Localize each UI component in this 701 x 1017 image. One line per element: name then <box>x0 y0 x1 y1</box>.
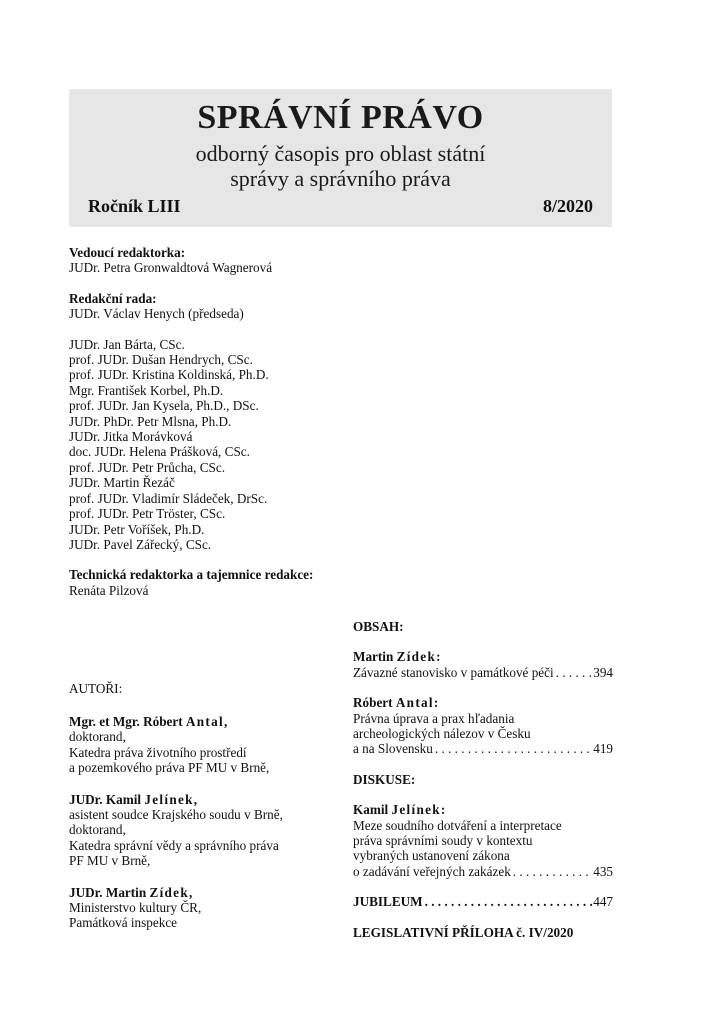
jubileum-page: 447 <box>593 894 613 910</box>
toc-title: a na Slovensku <box>353 741 433 757</box>
board-member-list <box>69 337 344 553</box>
toc-title-line <box>353 665 613 680</box>
toc-title-line <box>353 741 613 756</box>
author-entry <box>69 792 344 869</box>
board-member: prof. JUDr. Vladimír Sládeček, DrSc. <box>69 490 268 506</box>
technical-editor-name: Renáta Pilzová <box>69 582 149 598</box>
chief-editor-name: JUDr. Petra Gronwaldtová Wagnerová <box>69 260 273 276</box>
dot-leader <box>511 864 593 879</box>
board-label: Redakční rada: <box>69 290 157 306</box>
author-detail: doktorand, <box>69 822 126 838</box>
board-member: JUDr. Petr Voříšek, Ph.D. <box>69 521 205 537</box>
toc-article <box>353 649 613 680</box>
author-name: JUDr. Martin Zídek, <box>69 884 193 900</box>
toc-title: vybraných ustanovení zákona <box>353 848 510 864</box>
toc-title: práva správními soudy v kontextu <box>353 833 533 849</box>
legislative-supplement: LEGISLATIVNÍ PŘÍLOHA č. IV/2020 <box>353 924 574 940</box>
author-detail: Katedra správní vědy a správního práva <box>69 837 279 853</box>
table-of-contents <box>353 619 613 940</box>
contents-heading: OBSAH: <box>353 619 404 634</box>
author-detail: PF MU v Brně, <box>69 853 151 869</box>
author-detail: doktorand, <box>69 729 126 745</box>
board-member: prof. JUDr. Petr Tröster, CSc. <box>69 506 226 522</box>
board-member: JUDr. PhDr. Petr Mlsna, Ph.D. <box>69 413 232 429</box>
board-member: Mgr. František Korbel, Ph.D. <box>69 382 224 398</box>
board-member: JUDr. Jitka Morávková <box>69 429 193 445</box>
toc-title-line <box>353 864 613 879</box>
journal-subtitle-line-1: odborný časopis pro oblast státní <box>195 141 486 166</box>
board-chair: JUDr. Václav Henych (předseda) <box>69 306 244 322</box>
toc-article <box>353 802 613 879</box>
dot-leader <box>423 894 594 909</box>
dot-leader <box>554 665 594 680</box>
toc-author: Martin Zídek: <box>353 649 442 665</box>
board-member: JUDr. Jan Bárta, CSc. <box>69 336 185 352</box>
toc-title: Právna úprava a prax hľadania <box>353 710 515 726</box>
toc-page: 419 <box>593 741 613 757</box>
board-member: doc. JUDr. Helena Prášková, CSc. <box>69 444 250 460</box>
authors-list <box>69 714 344 931</box>
technical-editor-label: Technická redaktorka a tajemnice redakce: <box>69 567 314 583</box>
discussion-heading: DISKUSE: <box>353 771 416 787</box>
author-detail: a pozemkového práva PF MU v Brně, <box>69 760 270 776</box>
toc-title: Závazné stanovisko v památkové péči <box>353 664 554 680</box>
toc-title: archeologických nálezov v Česku <box>353 726 531 742</box>
board-member: prof. JUDr. Petr Průcha, CSc. <box>69 459 226 475</box>
toc-page: 435 <box>593 863 613 879</box>
toc-title: o zadávání veřejných zakázek <box>353 863 511 879</box>
author-detail: Památková inspekce <box>69 915 178 931</box>
jubileum-label: JUBILEUM <box>353 894 423 910</box>
toc-author: Kamil Jelínek: <box>353 802 447 818</box>
toc-title: Meze soudního dotváření a interpretace <box>353 817 562 833</box>
masthead <box>69 89 612 227</box>
journal-subtitle-line-2: správy a správního práva <box>230 166 451 191</box>
board-member: prof. JUDr. Dušan Hendrych, CSc. <box>69 352 253 368</box>
authors-heading: AUTOŘI: <box>69 681 123 696</box>
toc-article <box>353 695 613 757</box>
author-name: JUDr. Kamil Jelínek, <box>69 791 198 807</box>
author-name: Mgr. et Mgr. Róbert Antal, <box>69 714 228 729</box>
toc-page: 394 <box>593 664 613 680</box>
chief-editor-label: Vedoucí redaktorka: <box>69 245 186 260</box>
author-detail: Ministerstvo kultury ČR, <box>69 900 202 916</box>
board-member: prof. JUDr. Jan Kysela, Ph.D., DSc. <box>69 398 259 414</box>
volume-label: Ročník LIII <box>88 196 181 216</box>
board-member: prof. JUDr. Kristina Koldinská, Ph.D. <box>69 367 269 383</box>
author-detail: asistent soudce Krajského soudu v Brně, <box>69 807 283 823</box>
author-entry <box>69 885 344 931</box>
board-member: JUDr. Pavel Zářecký, CSc. <box>69 536 212 552</box>
journal-title: SPRÁVNÍ PRÁVO <box>197 99 484 136</box>
dot-leader <box>433 741 593 756</box>
toc-author: Róbert Antal: <box>353 695 440 711</box>
board-member: JUDr. Martin Řezáč <box>69 475 175 491</box>
jubileum-line <box>353 894 613 909</box>
issue-number: 8/2020 <box>542 196 593 216</box>
author-entry <box>69 714 344 776</box>
author-detail: Katedra práva životního prostředí <box>69 744 247 760</box>
editorial-board <box>69 245 344 598</box>
